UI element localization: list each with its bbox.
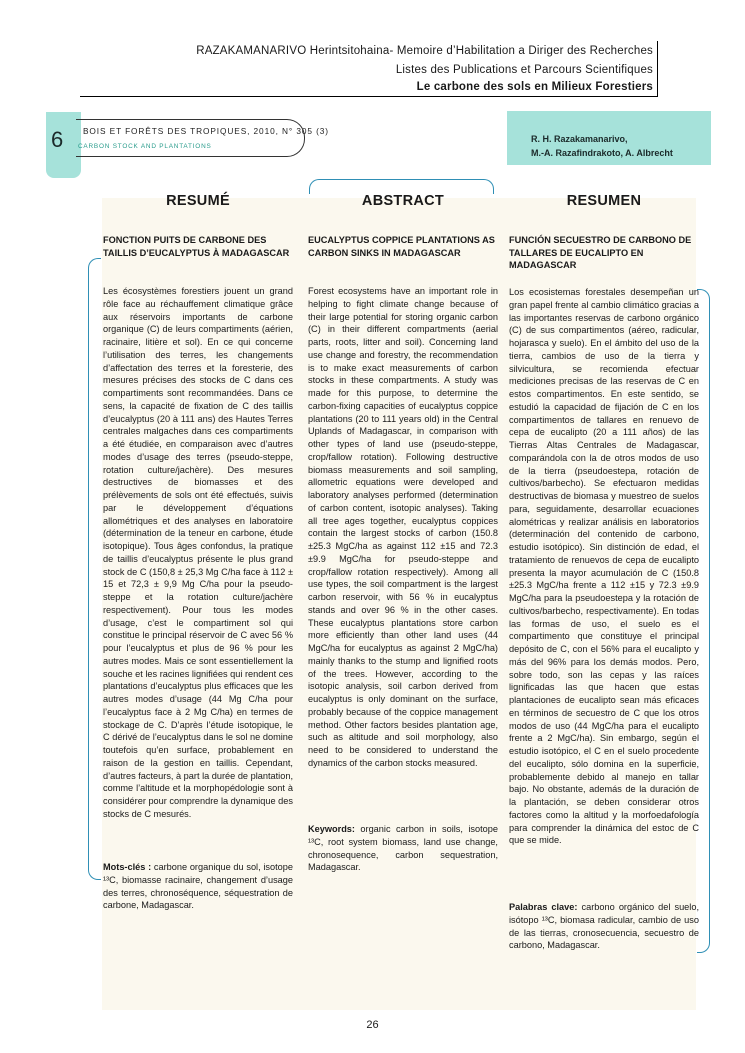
page-number: 26 bbox=[366, 1019, 379, 1031]
keywords-es bbox=[509, 901, 699, 952]
keywords-fr bbox=[103, 861, 293, 912]
title-es: FUNCIÓN SECUESTRO DE CARBONO DE TALLARES DE EUCALIPTO EN MADAGASCAR bbox=[509, 235, 692, 271]
heading-abstract: ABSTRACT bbox=[361, 193, 445, 209]
keywords-fr-text: carbone organique du sol, isotope ¹³C, biomasse racinaire, changement d’usage des terres, chronoséquence, séquestration de carbone, Madagascar. bbox=[103, 862, 293, 911]
header-divider-horizontal bbox=[80, 96, 658, 97]
keywords-en bbox=[308, 823, 498, 874]
body-es: Los ecosistemas forestales desempeñan un gran papel frente al cambio climático gracias a las importantes reservas de carbono orgánico (C) de sus compartimentos (aéreo, radicular, hojarasca y suelo). En el ámbito del uso de la tierra, cambios de uso de la tierra y silvicultura, se recomienda efectuar mediciones precisas de las reservas de C en estos compartimentos. En este sentido, se estudió la capacidad de fijación de C en los compartimentos de tallares en renuevo de cepa de eucalipto (20 a 111 años) de las Tierras Altas Centrales de Madagascar, comparándola con la de otros modos de uso de la tierra (pseudoestepa, rotación de cultivos/barbecho). Se efectuaron medidas destructivas de biomasa y muestreo de suelos para, seguidamente, desarrollar ecuaciones alométricas y realizar análisis en laboratorios (determinación del contenido de carbono, estudio isotópico). Sin distinción de edad, el tratamiento de renuevos de cepa de eucalipto presenta la mayor acumulación de C (150.8 ±25.3 MgC/ha frente a 112 ±15 y 72.3 ±9.9 MgC/ha para la pseudoestepa y la rotación de cultivos/barbecho, respectivamente). En todas las formas de uso, el suelo es el compartimento que constituye el principal depósito de C, con el 56% para el eucalipto y más del 96% para los demás modos. Pero, sobre todo, son las cepas y las raíces lignificadas las que hacen que estas plantaciones de eucalipto sean más eficaces en términos de secuestro de C que los otros modos de uso (44 MgC/ha para el eucalipto frente a 2 MgC/ha). Sin embargo, según el estudio isotópico, el C en el suelo procedente del eucalipto, sólo domina en la superficie, probablemente debido al manejo en tallar bajo. No obstante, además de la duración de la plantación, se deben considerar otros factores como la altitud y la morfoedafología para comprender la dinámica del estoc de C que se mide. bbox=[509, 287, 699, 846]
keywords-es-label: Palabras clave: bbox=[509, 902, 578, 912]
heading-resume: RESUMÉ bbox=[166, 193, 230, 209]
body-en: Forest ecosystems have an important role in helping to fight climate change because of their large potential for storing organic carbon (C) in their different compartments (aerial parts, roots, litter and soil). Concerning land use change and forestry, the recommendation is to make exact measurements of carbon stocks in these compartments. A study was made for this purpose, to determine the carbon-fixing capacities of eucalyptus coppice plantations (20 to 111 years old) in the Central Uplands of Madagascar, in comparison with other types of land use (pseudo-steppe, crop/fallow rotation). Following destructive biomass measurements and soil sampling, allometric equations were developed and laboratory analyses performed (determination of carbon content, isotopic analyses). Taking all tree ages together, eucalyptus coppices contain the largest stocks of carbon (150.8 ±25.3 MgC/ha as against 112 ±15 and 72.3 ±9.9 MgC/ha for pseudo-steppe and crop/fallow rotation respectively). Among all use types, the soil compartment is the largest carbon reservoir, with 56 % in eucalyptus stands and over 96 % in the other cases. These eucalyptus plantations store carbon more efficiently than other land uses (44 MgC/ha for eucalyptus as against 2 MgC/ha) mainly thanks to the stump and lignified roots of the trees. However, according to the isotopic analysis, soil carbon derived from eucalyptus is only dominant on the surface, probably because of the coppice management method. Other factors besides plantation age, such as altitude and soil morphology, also need to be considered to understand the dynamics of the carbon stocks measured. bbox=[308, 286, 498, 768]
journal-banner bbox=[76, 119, 305, 157]
body-fr: Les écosystèmes forestiers jouent un grand rôle face au réchauffement climatique grâce aux réservoirs importants de carbone organique (C) de leurs compartiments (aérien, racinaire, litière et sol). En ce qui concerne l’utilisation des terres, les changements d’affectation des terres et la foresterie, des mesures précises des stocks de C dans ces compartiments sont recommandées. Dans ce sens, la capacité de fixation de C des taillis d’eucalyptus (20 à 111 ans) des Hautes Terres centrales malgaches dans ces compartiments a été étudiée, en comparaison avec d’autres modes d’usage des terres (pseudo-steppe, rotation culture/jachère). Des mesures destructives de biomasses et des prélèvements de sols ont été effectués, suivis par le développement d’équations allométriques et des analyses en laboratoire (détermination de la teneur en carbone, étude isotopique). Tous âges confondus, la pratique de taillis d’eucalyptus présente le plus grand stock de C (150,8 ± 25,3 Mg C/ha face à 112 ± 15 et 72,3 ± 9,9 Mg C/ha pour la pseudo-steppe et la rotation culture/jachère respectivement). Pour tous les modes d’usage, c’est le compartiment sol qui constitue le principal réservoir de C avec 56 % pour l’eucalyptus et plus de 96 % pour les autres modes. Mais ce sont essentiellement la souche et les racines lignifiées qui rendent ces plantations d’eucalyptus plus efficaces que les autres modes d’usage (44 Mg C/ha pour l’eucalyptus face à 2 Mg C/ha) en termes de stockage de C. D’après l’étude isotopique, le C dérivé de l’eucalyptus dans le sol ne domine toutefois qu’en surface, probablement en raison de la gestion en taillis. Cependant, d’autres facteurs, à part la durée de plantation, comme l’altitude et la morphopédologie sont à considérer pour comprendre la dynamique des stocks de C mesurés. bbox=[103, 286, 293, 819]
title-en: EUCALYPTUS COPPICE PLANTATIONS AS CARBON SINKS IN MADAGASCAR bbox=[308, 235, 495, 258]
journal-page-number: 6 bbox=[51, 127, 64, 152]
journal-subtitle: CARBON STOCK AND PLANTATIONS bbox=[78, 143, 212, 150]
keywords-es-text: carbono orgánico del suelo, isótopo ¹³C, biomasa radicular, cambio de uso de las tierras, cronosecuencia, secuestro de carbono, Madagascar. bbox=[509, 902, 699, 951]
header-subtitle: Listes des Publications et Parcours Scientifiques bbox=[395, 64, 653, 76]
authors-line-2: M.-A. Razafindrakoto, A. Albrecht bbox=[531, 148, 673, 158]
bracket-decoration-top bbox=[309, 179, 494, 194]
heading-resumen: RESUMEN bbox=[566, 193, 642, 209]
authors bbox=[531, 132, 673, 160]
keywords-fr-label: Mots-clés : bbox=[103, 862, 152, 872]
header-divider-vertical bbox=[657, 41, 658, 97]
keywords-en-label: Keywords: bbox=[308, 824, 355, 834]
title-fr: FONCTION PUITS DE CARBONE DES TAILLIS D’EUCALYPTUS À MADAGASCAR bbox=[103, 235, 290, 258]
header-section: Le carbone des sols en Milieux Forestiers bbox=[416, 81, 653, 93]
header-title: RAZAKAMANARIVO Herintsitohaina- Memoire d’Habilitation a Diriger des Recherches bbox=[196, 45, 653, 57]
bracket-decoration-left bbox=[88, 258, 101, 880]
keywords-en-text: organic carbon in soils, isotope ¹³C, root system biomass, land use change, chronosequence, carbon sequestration, Madagascar. bbox=[308, 824, 498, 873]
authors-line-1: R. H. Razakamanarivo, bbox=[531, 134, 628, 144]
journal-title: BOIS ET FORÊTS DES TROPIQUES, 2010, N° 305 (3) bbox=[83, 126, 329, 136]
